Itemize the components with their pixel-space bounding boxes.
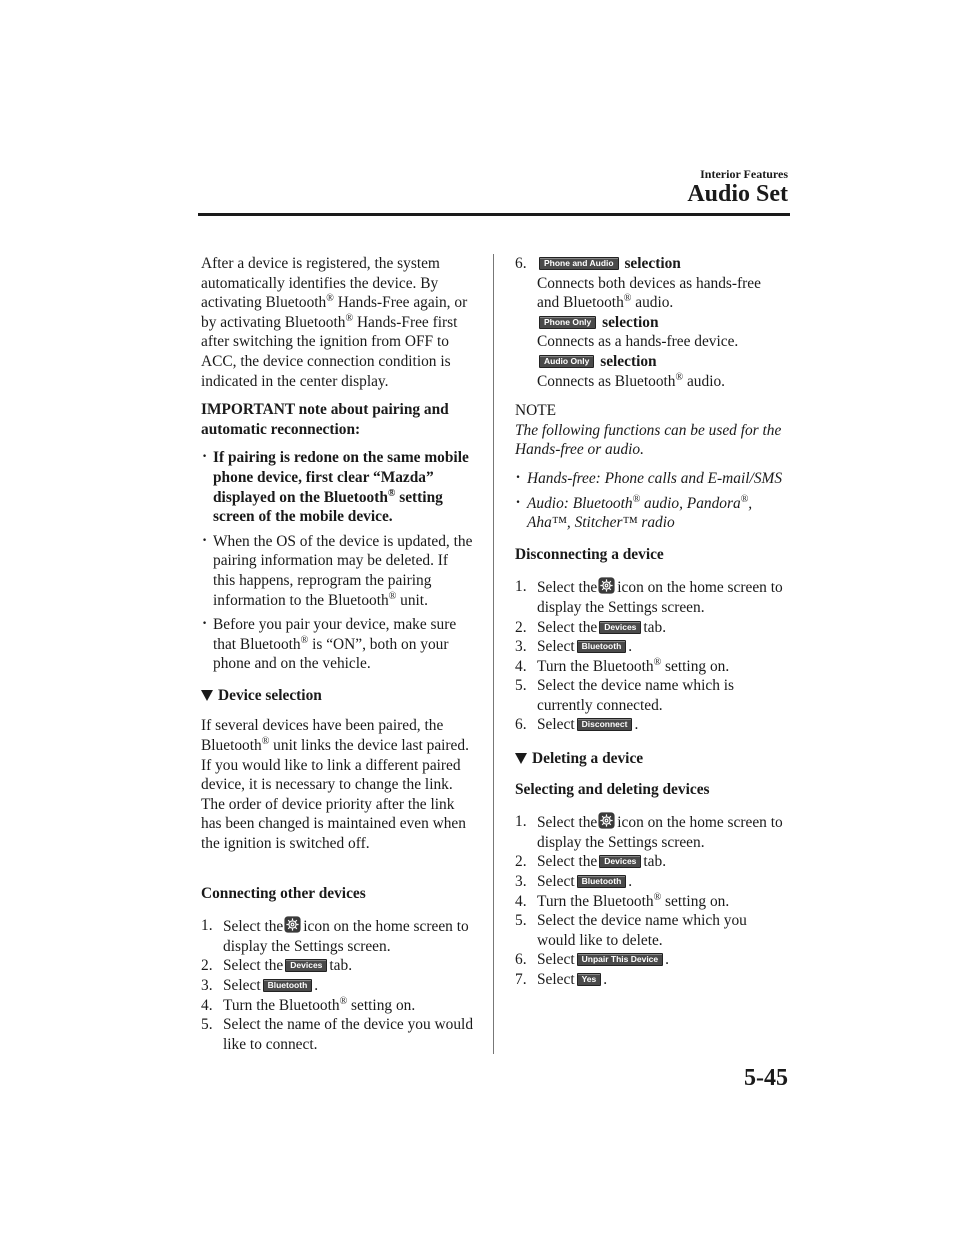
gear-icon bbox=[598, 577, 615, 594]
phone-and-audio-button[interactable]: Phone and Audio bbox=[539, 257, 619, 270]
connecting-steps bbox=[201, 916, 473, 1054]
unpair-this-device-button[interactable]: Unpair This Device bbox=[577, 953, 664, 966]
left-column bbox=[201, 254, 473, 1062]
device-selection-paragraph: If several devices have been paired, the Bluetooth® unit links the device last paired. If you would like to link a different paired device, it is necessary to change the link. The order of device priority after the link has been changed is maintained even when the ignition is switched off. bbox=[201, 717, 469, 853]
option-description: Connects both devices as hands-free and Bluetooth® audio. bbox=[537, 274, 761, 312]
step-item: 3. Select Bluetooth . bbox=[515, 873, 633, 891]
bullet-item: · Before you pair your device, make sure that Bluetooth® is “ON”, both on your phone and on the vehicle. bbox=[201, 615, 473, 674]
step-item: 6. Phone and Audio selection Connects both devices as hands-free and Bluetooth® audio. Phone Only selection Connects as a hands-free device. Audio Only selection Connects as Bluetooth® audio. bbox=[515, 254, 785, 391]
step-item: 1. Select the icon on the home screen to display the Settings screen. bbox=[515, 578, 783, 616]
step-item: 3. Select Bluetooth . bbox=[515, 638, 633, 656]
yes-button[interactable]: Yes bbox=[577, 973, 602, 986]
step-item: 4. Turn the Bluetooth® setting on. bbox=[515, 891, 730, 910]
step-item: 6. Select Disconnect . bbox=[515, 716, 639, 734]
bullet-item: · If pairing is redone on the same mobile phone device, first clear “Mazda” displayed on the Bluetooth® setting screen of the mobile device. bbox=[201, 448, 473, 526]
bluetooth-button[interactable]: Bluetooth bbox=[577, 640, 627, 653]
step-item: 5. Select the name of the device you would like to connect. bbox=[201, 1016, 474, 1053]
option-description: Connects as Bluetooth® audio. bbox=[537, 371, 726, 390]
page-title: Audio Set bbox=[687, 181, 788, 207]
bullet-item: · When the OS of the device is updated, the pairing information may be deleted. If this happens, reprogram the pairing information to the Bluetooth® unit. bbox=[201, 532, 473, 610]
selecting-deleting-heading: Selecting and deleting devices bbox=[515, 780, 710, 798]
triangle-icon bbox=[201, 690, 213, 701]
bluetooth-button[interactable]: Bluetooth bbox=[577, 875, 627, 888]
disconnect-button[interactable]: Disconnect bbox=[577, 718, 633, 731]
gear-icon bbox=[598, 812, 615, 829]
important-heading: IMPORTANT note about pairing and automatic reconnection: bbox=[201, 401, 449, 438]
bluetooth-button[interactable]: Bluetooth bbox=[263, 979, 313, 992]
step-item: 6. Select Unpair This Device . bbox=[515, 951, 669, 969]
header-rule bbox=[198, 213, 790, 216]
disconnecting-steps bbox=[515, 577, 785, 735]
devices-button[interactable]: Devices bbox=[599, 855, 641, 868]
header-section: Interior Features bbox=[700, 167, 788, 181]
note-bullet: · Hands-free: Phone calls and E-mail/SMS bbox=[515, 469, 785, 489]
triangle-icon bbox=[515, 753, 527, 764]
deleting-heading: Deleting a device bbox=[515, 749, 785, 769]
step-item: 4. Turn the Bluetooth® setting on. bbox=[201, 995, 416, 1014]
note-heading: NOTE bbox=[515, 402, 557, 420]
step-item: 5. Select the device name which is currently connected. bbox=[515, 677, 735, 714]
connecting-heading: Connecting other devices bbox=[201, 884, 366, 902]
device-selection-heading: Device selection bbox=[201, 686, 473, 706]
column-divider bbox=[493, 254, 494, 1054]
disconnecting-heading: Disconnecting a device bbox=[515, 545, 664, 563]
step-item: 7. Select Yes . bbox=[515, 971, 608, 988]
devices-button[interactable]: Devices bbox=[599, 621, 641, 634]
step-item: 2. Select the Devices tab. bbox=[201, 957, 353, 975]
note-bullet: · Audio: Bluetooth® audio, Pandora®, Aha™, Stitcher™ radio bbox=[515, 494, 785, 533]
deleting-steps bbox=[515, 812, 785, 989]
note-text: The following functions can be used for the Hands-free or audio. bbox=[515, 421, 782, 459]
intro-paragraph: After a device is registered, the system automatically identifies the device. By activating Bluetooth® Hands-Free again, or by activating Bluetooth® Hands-Free first after switching the ignition from OFF to ACC, the device connection condition is indicated in the center display. bbox=[201, 255, 468, 390]
step-item: 3. Select Bluetooth . bbox=[201, 977, 319, 994]
right-column bbox=[515, 254, 785, 998]
step-item: 1. Select the icon on the home screen to display the Settings screen. bbox=[515, 813, 783, 851]
audio-only-button[interactable]: Audio Only bbox=[539, 355, 594, 368]
gear-icon bbox=[284, 916, 301, 933]
step-item: 2. Select the Devices tab. bbox=[515, 853, 667, 871]
page-number: 5-45 bbox=[744, 1065, 788, 1091]
step-item: 5. Select the device name which you would like to delete. bbox=[515, 912, 747, 949]
selection-options bbox=[515, 254, 785, 391]
devices-button[interactable]: Devices bbox=[285, 959, 327, 972]
step-item: 4. Turn the Bluetooth® setting on. bbox=[515, 656, 730, 675]
option-description: Connects as a hands-free device. bbox=[537, 333, 739, 351]
step-item: 2. Select the Devices tab. bbox=[515, 618, 667, 636]
phone-only-button[interactable]: Phone Only bbox=[539, 316, 596, 329]
step-item: 1. Select the icon on the home screen to display the Settings screen. bbox=[201, 917, 469, 955]
